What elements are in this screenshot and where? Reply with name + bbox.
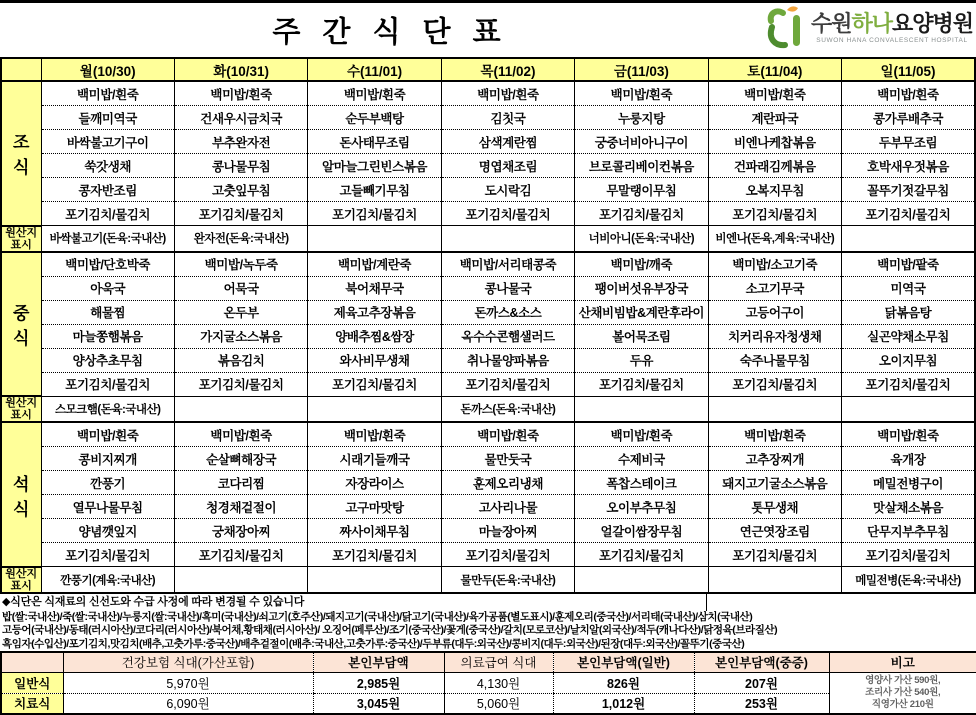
menu-cell: 단무지부추무침 <box>842 519 975 543</box>
menu-cell: 백미밥/흰죽 <box>174 422 307 447</box>
day-header: 화(10/31) <box>174 58 307 81</box>
menu-row <box>1 372 975 396</box>
origin-label <box>1 567 41 593</box>
menu-row <box>1 252 975 277</box>
day-header: 월(10/30) <box>41 58 174 81</box>
menu-cell: 산채비빔밥&계란후라이 <box>575 300 708 324</box>
menu-cell: 수제비국 <box>575 447 708 471</box>
origin-label-line: 표시 <box>2 580 41 592</box>
menu-cell: 육개장 <box>842 447 975 471</box>
menu-cell: 자장라이스 <box>308 471 441 495</box>
menu-cell: 포기김치/물김치 <box>41 372 174 396</box>
origin-cell: 물만두(돈육:국내산) <box>441 567 574 593</box>
section-label-text <box>2 470 41 520</box>
menu-cell: 백미밥/흰죽 <box>575 81 708 106</box>
menu-cell: 포기김치/물김치 <box>308 372 441 396</box>
menu-cell: 백미밥/흰죽 <box>708 81 841 106</box>
menu-cell: 훈제오리냉채 <box>441 471 574 495</box>
price-row <box>1 672 976 693</box>
menu-cell: 누룽지탕 <box>575 106 708 130</box>
menu-row <box>1 178 975 202</box>
menu-cell: 맛살채소볶음 <box>842 495 975 519</box>
origin-label-line: 원산지 <box>2 568 41 580</box>
menu-cell: 미역국 <box>842 276 975 300</box>
price-value-cell: 1,012원 <box>553 693 694 714</box>
menu-cell: 포기김치/물김치 <box>41 202 174 226</box>
section-label-text <box>2 299 41 349</box>
menu-cell: 두부무조림 <box>842 130 975 154</box>
menu-cell: 메밀전병구이 <box>842 471 975 495</box>
section-label-조식 <box>1 81 41 226</box>
menu-row <box>1 471 975 495</box>
menu-cell: 열무나물무침 <box>41 495 174 519</box>
menu-cell: 비엔나케찹볶음 <box>708 130 841 154</box>
menu-cell: 포기김치/물김치 <box>308 202 441 226</box>
menu-cell: 고추장찌개 <box>708 447 841 471</box>
origin-cell: 메밀전병(돈육:국내산) <box>842 567 975 593</box>
menu-cell: 포기김치/물김치 <box>575 543 708 567</box>
menu-cell: 와사비무생채 <box>308 348 441 372</box>
menu-cell: 건파래김께볶음 <box>708 154 841 178</box>
price-value-cell: 4,130원 <box>444 672 553 693</box>
section-label-char: 식 <box>2 324 41 349</box>
menu-cell: 시래기들깨국 <box>308 447 441 471</box>
origin-note-line1: 밥(쌀:국내산)/죽(쌀:국내산)/누룽지(쌀:국내산)/흑미(국내산)/쇠고기(호주산)/돼지고기(국내산)/닭고기(국내산)/육가공품(별도표시)/훈제오리(중국산)/서리태(국내산)/삼치(국내산) <box>2 611 976 624</box>
menu-cell: 포기김치/물김치 <box>842 202 975 226</box>
menu-row <box>1 519 975 543</box>
menu-cell: 포기김치/물김치 <box>441 202 574 226</box>
price-value-cell: 207원 <box>694 672 829 693</box>
menu-cell: 얼갈이쌈장무침 <box>575 519 708 543</box>
section-label-char: 석 <box>2 470 41 495</box>
menu-cell: 김칫국 <box>441 106 574 130</box>
origin-cell <box>308 396 441 422</box>
menu-cell: 양상추초무침 <box>41 348 174 372</box>
menu-cell: 북어채무국 <box>308 276 441 300</box>
price-value-cell: 3,045원 <box>313 693 444 714</box>
hospital-logo-icon <box>765 5 807 51</box>
menu-cell: 알마늘그린빈스볶음 <box>308 154 441 178</box>
origin-cell <box>575 567 708 593</box>
menu-cell: 옥수수콘햄샐러드 <box>441 324 574 348</box>
hospital-logo-text <box>811 12 973 44</box>
menu-cell: 쑥갓생채 <box>41 154 174 178</box>
menu-cell: 마늘쫑햄볶음 <box>41 324 174 348</box>
menu-cell: 건새우시금치국 <box>174 106 307 130</box>
menu-cell: 백미밥/녹두죽 <box>174 252 307 277</box>
menu-cell: 백미밥/흰죽 <box>308 81 441 106</box>
menu-cell: 삼색계란찜 <box>441 130 574 154</box>
menu-cell: 볶음김치 <box>174 348 307 372</box>
menu-cell: 돼지고기굴소스볶음 <box>708 471 841 495</box>
menu-cell: 백미밥/깨죽 <box>575 252 708 277</box>
menu-cell: 콩가루배추국 <box>842 106 975 130</box>
menu-cell: 포기김치/물김치 <box>441 372 574 396</box>
menu-cell: 포기김치/물김치 <box>708 372 841 396</box>
menu-cell: 백미밥/서리태콩죽 <box>441 252 574 277</box>
origin-label-line: 표시 <box>2 409 41 421</box>
menu-cell: 콩나물국 <box>441 276 574 300</box>
origin-row <box>1 567 975 593</box>
hospital-name-suffix: 요양병원 <box>892 11 973 36</box>
menu-cell: 온두부 <box>174 300 307 324</box>
day-header-row <box>1 58 975 81</box>
section-label-석식 <box>1 422 41 567</box>
menu-cell: 백미밥/흰죽 <box>575 422 708 447</box>
menu-cell: 고사리나물 <box>441 495 574 519</box>
origin-note-line3: 흑임자(수입산)/포기김치,맛김치(배추,고춧가루:중국산)/배추겉절이(배추:국내산,고춧가루:중국산)/두부류(대두:외국산)/콩비지(대두:외국산)/된장(대두:외국산)/꼴뚜기(중국산) <box>2 638 976 651</box>
menu-cell: 고들빼기무침 <box>308 178 441 202</box>
origin-label-line: 원산지 <box>2 227 41 239</box>
section-label-char: 식 <box>2 153 41 178</box>
section-label-중식 <box>1 252 41 397</box>
menu-cell: 코다리찜 <box>174 471 307 495</box>
menu-cell: 순살뼈해장국 <box>174 447 307 471</box>
origin-cell <box>174 567 307 593</box>
menu-cell: 콩나물무침 <box>174 154 307 178</box>
menu-cell: 포기김치/물김치 <box>174 372 307 396</box>
origin-label <box>1 226 41 252</box>
day-header: 토(11/04) <box>708 58 841 81</box>
origin-label-line: 표시 <box>2 239 41 251</box>
menu-cell: 포기김치/물김치 <box>575 202 708 226</box>
price-header-row <box>1 652 976 672</box>
remark-line: 조리사 가산 540원, <box>830 687 976 699</box>
footnotes <box>0 594 976 651</box>
menu-cell: 오복지무침 <box>708 178 841 202</box>
price-value-cell: 826원 <box>553 672 694 693</box>
origin-row <box>1 226 975 252</box>
menu-cell: 백미밥/흰죽 <box>441 422 574 447</box>
hospital-name-prefix: 수원 <box>811 11 852 36</box>
menu-cell: 양배추찜&쌈장 <box>308 324 441 348</box>
price-value-cell: 6,090원 <box>63 693 313 714</box>
menu-cell: 폭찹스테이크 <box>575 471 708 495</box>
remark-line: 직영가산 210원 <box>830 699 976 711</box>
origin-cell: 바싹불고기(돈육:국내산) <box>41 226 174 252</box>
menu-row <box>1 81 975 106</box>
origin-cell <box>842 396 975 422</box>
menu-cell: 백미밥/계란죽 <box>308 252 441 277</box>
menu-cell: 명엽채조림 <box>441 154 574 178</box>
day-header: 목(11/02) <box>441 58 574 81</box>
menu-cell: 닭볶음탕 <box>842 300 975 324</box>
menu-cell: 백미밥/팥죽 <box>842 252 975 277</box>
origin-cell <box>708 396 841 422</box>
menu-cell: 백미밥/흰죽 <box>174 81 307 106</box>
origin-cell: 완자전(돈육:국내산) <box>174 226 307 252</box>
menu-row <box>1 202 975 226</box>
menu-cell: 고춧잎무침 <box>174 178 307 202</box>
day-header: 수(11/01) <box>308 58 441 81</box>
menu-row <box>1 276 975 300</box>
menu-cell: 포기김치/물김치 <box>441 543 574 567</box>
price-value-cell: 253원 <box>694 693 829 714</box>
price-header-2: 본인부담액 <box>313 652 444 672</box>
menu-cell: 계란파국 <box>708 106 841 130</box>
menu-row <box>1 348 975 372</box>
menu-cell: 가지굴소스볶음 <box>174 324 307 348</box>
menu-cell: 백미밥/흰죽 <box>842 81 975 106</box>
price-value-cell: 2,985원 <box>313 672 444 693</box>
menu-cell: 물만둣국 <box>441 447 574 471</box>
menu-row <box>1 154 975 178</box>
menu-cell: 소고기무국 <box>708 276 841 300</box>
menu-cell: 치커리유자청생채 <box>708 324 841 348</box>
menu-cell: 숙주나물무침 <box>708 348 841 372</box>
menu-cell: 오이부추무침 <box>575 495 708 519</box>
origin-row <box>1 396 975 422</box>
menu-cell: 제육고추장볶음 <box>308 300 441 324</box>
menu-row <box>1 543 975 567</box>
menu-cell: 어묵국 <box>174 276 307 300</box>
menu-cell: 포기김치/물김치 <box>708 543 841 567</box>
menu-cell: 돈사태무조림 <box>308 130 441 154</box>
origin-cell <box>308 567 441 593</box>
menu-cell: 두유 <box>575 348 708 372</box>
price-header-5: 본인부담액(중증) <box>694 652 829 672</box>
corner-cell <box>1 58 41 81</box>
origin-cell: 깐풍기(계육:국내산) <box>41 567 174 593</box>
menu-cell: 순두부백탕 <box>308 106 441 130</box>
menu-row <box>1 447 975 471</box>
menu-cell: 들깨미역국 <box>41 106 174 130</box>
menu-cell: 포기김치/물김치 <box>174 543 307 567</box>
menu-cell: 아욱국 <box>41 276 174 300</box>
menu-cell: 브로콜리베이컨볶음 <box>575 154 708 178</box>
hospital-name-mid: 하나 <box>851 11 892 36</box>
origin-cell: 스모크햄(돈육:국내산) <box>41 396 174 422</box>
menu-cell: 바싹불고기구이 <box>41 130 174 154</box>
menu-cell: 백미밥/흰죽 <box>41 81 174 106</box>
section-label-char: 식 <box>2 495 41 520</box>
menu-cell: 백미밥/흰죽 <box>41 422 174 447</box>
day-header: 금(11/03) <box>575 58 708 81</box>
menu-cell: 콩비지찌개 <box>41 447 174 471</box>
menu-cell: 깐풍기 <box>41 471 174 495</box>
meal-type-label: 일반식 <box>1 672 63 693</box>
menu-row <box>1 422 975 447</box>
price-header-6: 비고 <box>829 652 976 672</box>
menu-cell: 무말랭이무침 <box>575 178 708 202</box>
price-value-cell: 5,060원 <box>444 693 553 714</box>
menu-cell: 포기김치/물김치 <box>842 543 975 567</box>
page-header <box>0 3 976 57</box>
menu-cell: 연근엿장조림 <box>708 519 841 543</box>
menu-cell: 청경채겉절이 <box>174 495 307 519</box>
origin-cell <box>708 567 841 593</box>
meal-type-label: 치료식 <box>1 693 63 714</box>
origin-cell <box>575 396 708 422</box>
origin-cell: 돈까스(돈육:국내산) <box>441 396 574 422</box>
menu-cell: 톳무생채 <box>708 495 841 519</box>
origin-cell <box>842 226 975 252</box>
menu-cell: 해물찜 <box>41 300 174 324</box>
menu-cell: 백미밥/소고기죽 <box>708 252 841 277</box>
menu-row <box>1 106 975 130</box>
menu-cell: 포기김치/물김치 <box>41 543 174 567</box>
menu-row <box>1 324 975 348</box>
weekly-menu-table <box>0 57 976 594</box>
menu-change-note: ◆식단은 식재료의 신선도와 수급 사정에 따라 변경될 수 있습니다 <box>2 594 976 611</box>
menu-cell: 궁중너비아니구이 <box>575 130 708 154</box>
menu-cell: 취나물양파볶음 <box>441 348 574 372</box>
menu-cell: 콩자반조림 <box>41 178 174 202</box>
menu-cell: 볼어묵조림 <box>575 324 708 348</box>
origin-note-line2: 고등어(국내산)/동태(러시아산)/코다리(러시아산)/북어채,황태채(러시아산)/ 오징어(페루산)/조기(중국산)/꽃게(중국산)/갈치(모로코산)/날치알(외국산)/적두(캐나다산)/닭정육(브라질산) <box>2 624 976 637</box>
remark-cell <box>829 672 976 714</box>
menu-cell: 호박새우젓볶음 <box>842 154 975 178</box>
page-title: 주 간 식 단 표 <box>0 10 780 51</box>
hospital-name-english: SUWON HANA CONVALESCENT HOSPITAL <box>811 37 973 44</box>
price-value-cell: 5,970원 <box>63 672 313 693</box>
day-header: 일(11/05) <box>842 58 975 81</box>
section-label-char: 중 <box>2 299 41 324</box>
menu-row <box>1 495 975 519</box>
origin-cell: 비엔나(돈육,계육:국내산) <box>708 226 841 252</box>
hospital-logo <box>765 5 973 51</box>
menu-cell: 고구마맛탕 <box>308 495 441 519</box>
menu-cell: 도시락김 <box>441 178 574 202</box>
origin-cell <box>308 226 441 252</box>
menu-cell: 궁채장아찌 <box>174 519 307 543</box>
menu-cell: 백미밥/단호박죽 <box>41 252 174 277</box>
menu-cell: 오이지무침 <box>842 348 975 372</box>
price-header-3: 의료급여 식대 <box>444 652 553 672</box>
menu-cell: 백미밥/흰죽 <box>842 422 975 447</box>
origin-cell <box>174 396 307 422</box>
menu-cell: 고등어구이 <box>708 300 841 324</box>
menu-row <box>1 300 975 324</box>
origin-label <box>1 396 41 422</box>
price-corner-cell <box>1 652 63 672</box>
menu-cell: 양념깻잎지 <box>41 519 174 543</box>
menu-cell: 팽이버섯유부장국 <box>575 276 708 300</box>
origin-label-line: 원산지 <box>2 397 41 409</box>
origin-cell: 너비아니(돈육:국내산) <box>575 226 708 252</box>
menu-cell: 포기김치/물김치 <box>708 202 841 226</box>
hospital-name <box>811 12 973 36</box>
note-cell-divider <box>706 594 707 611</box>
menu-row <box>1 130 975 154</box>
menu-cell: 백미밥/흰죽 <box>441 81 574 106</box>
meal-price-table <box>0 651 976 715</box>
menu-cell: 꼴뚜기젓갈무침 <box>842 178 975 202</box>
menu-cell: 포기김치/물김치 <box>842 372 975 396</box>
origin-cell <box>441 226 574 252</box>
price-header-1: 건강보험 식대(가산포함) <box>63 652 313 672</box>
menu-cell: 포기김치/물김치 <box>174 202 307 226</box>
section-label-text <box>2 128 41 178</box>
menu-cell: 포기김치/물김치 <box>308 543 441 567</box>
price-header-4: 본인부담액(일반) <box>553 652 694 672</box>
menu-cell: 백미밥/흰죽 <box>708 422 841 447</box>
menu-cell: 돈까스&소스 <box>441 300 574 324</box>
section-label-char: 조 <box>2 128 41 153</box>
menu-cell: 백미밥/흰죽 <box>308 422 441 447</box>
menu-cell: 포기김치/물김치 <box>575 372 708 396</box>
menu-cell: 부추완자전 <box>174 130 307 154</box>
menu-cell: 짜사이채무침 <box>308 519 441 543</box>
menu-cell: 마늘장아찌 <box>441 519 574 543</box>
remark-line: 영양사 가산 590원, <box>830 675 976 687</box>
menu-cell: 실곤약채소무침 <box>842 324 975 348</box>
